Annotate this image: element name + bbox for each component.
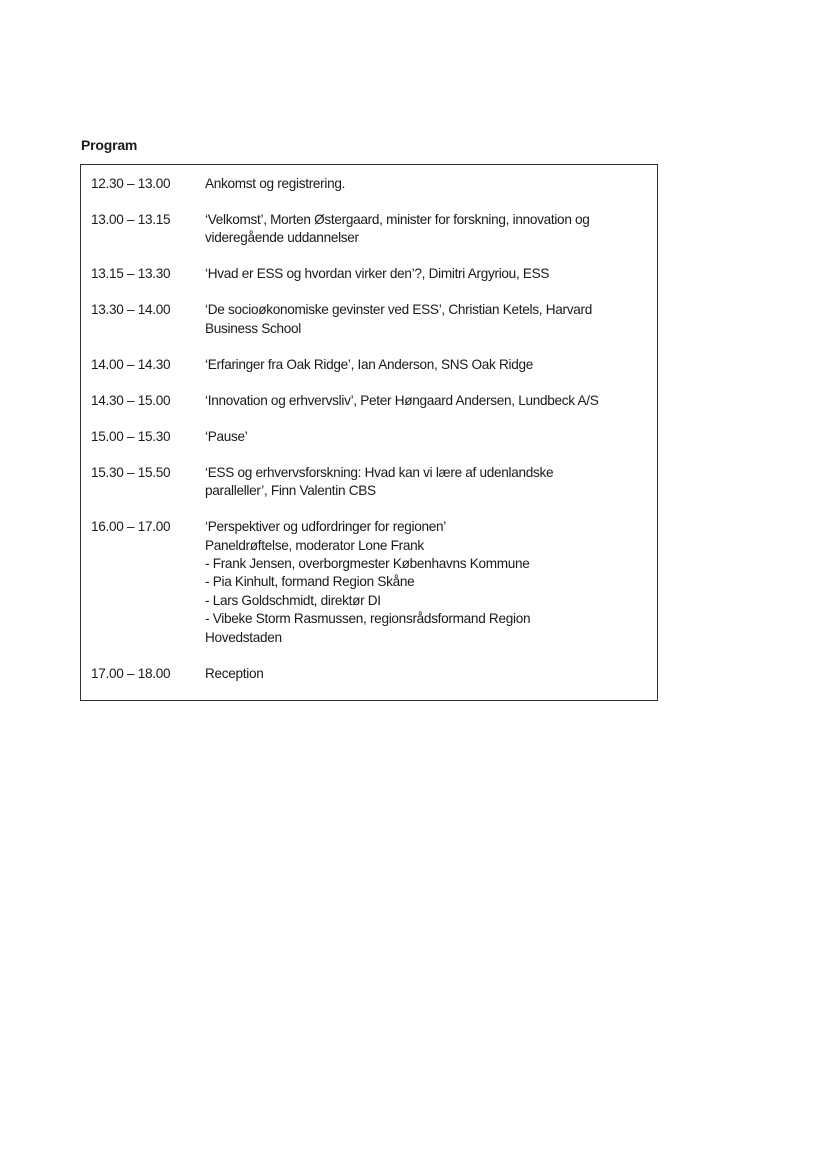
description-line: Business School xyxy=(205,320,301,336)
description-line: Reception xyxy=(205,665,264,681)
program-description xyxy=(205,265,657,283)
program-time: 15.30 – 15.50 xyxy=(91,464,171,480)
description-line: videregående uddannelser xyxy=(205,230,359,246)
program-description xyxy=(205,392,657,410)
program-time: 17.00 – 18.00 xyxy=(91,665,171,681)
program-description xyxy=(205,428,657,446)
description-line: ‘Hvad er ESS og hvordan virker den’?, Dimitri Argyriou, ESS xyxy=(205,266,550,282)
program-description xyxy=(205,211,657,248)
description-line: ‘Pause’ xyxy=(205,428,248,444)
program-table xyxy=(80,164,658,701)
program-time: 13.00 – 13.15 xyxy=(91,212,171,227)
description-line: Hovedstaden xyxy=(205,629,282,645)
program-description xyxy=(205,301,657,338)
program-row xyxy=(81,665,657,683)
description-line: ‘ESS og erhvervsforskning: Hvad kan vi lære af udenlandske xyxy=(205,464,554,480)
program-time: 13.30 – 14.00 xyxy=(91,302,171,318)
description-line: - Lars Goldschmidt, direktør DI xyxy=(205,592,381,608)
description-line: paralleller’, Finn Valentin CBS xyxy=(205,483,376,499)
description-line: ‘Velkomst’, Morten Østergaard, minister for forskning, innovation og xyxy=(205,212,590,227)
program-heading: Program xyxy=(81,137,138,153)
program-description xyxy=(205,356,657,374)
program-description xyxy=(205,518,657,647)
program-row xyxy=(81,265,657,283)
program-time: 14.30 – 15.00 xyxy=(91,392,171,408)
program-row xyxy=(81,518,657,647)
program-row xyxy=(81,392,657,410)
program-time: 15.00 – 15.30 xyxy=(91,428,171,444)
program-time: 14.00 – 14.30 xyxy=(91,356,171,372)
description-line: - Vibeke Storm Rasmussen, regionsrådsformand Region xyxy=(205,611,531,627)
program-row xyxy=(81,211,657,248)
program-description xyxy=(205,175,657,193)
program-row xyxy=(81,356,657,374)
description-line: ‘De socioøkonomiske gevinster ved ESS’, Christian Ketels, Harvard xyxy=(205,302,592,318)
description-line: ‘Erfaringer fra Oak Ridge’, Ian Anderson, SNS Oak Ridge xyxy=(205,356,534,372)
description-line: ‘Innovation og erhvervsliv’, Peter Høngaard Andersen, Lundbeck A/S xyxy=(205,392,599,408)
description-line: ‘Perspektiver og udfordringer for regionen’ xyxy=(205,519,446,535)
description-line: - Pia Kinhult, formand Region Skåne xyxy=(205,574,415,590)
program-time: 13.15 – 13.30 xyxy=(91,266,171,282)
program-time: 12.30 – 13.00 xyxy=(91,176,171,191)
program-description xyxy=(205,464,657,501)
program-row xyxy=(81,428,657,446)
description-line: Paneldrøftelse, moderator Lone Frank xyxy=(205,537,424,553)
program-row xyxy=(81,175,657,193)
program-row xyxy=(81,464,657,501)
description-line: - Frank Jensen, overborgmester Københavns Kommune xyxy=(205,556,530,572)
description-line: Ankomst og registrering. xyxy=(205,176,346,191)
program-row xyxy=(81,301,657,338)
program-description xyxy=(205,665,657,683)
program-time: 16.00 – 17.00 xyxy=(91,519,171,535)
